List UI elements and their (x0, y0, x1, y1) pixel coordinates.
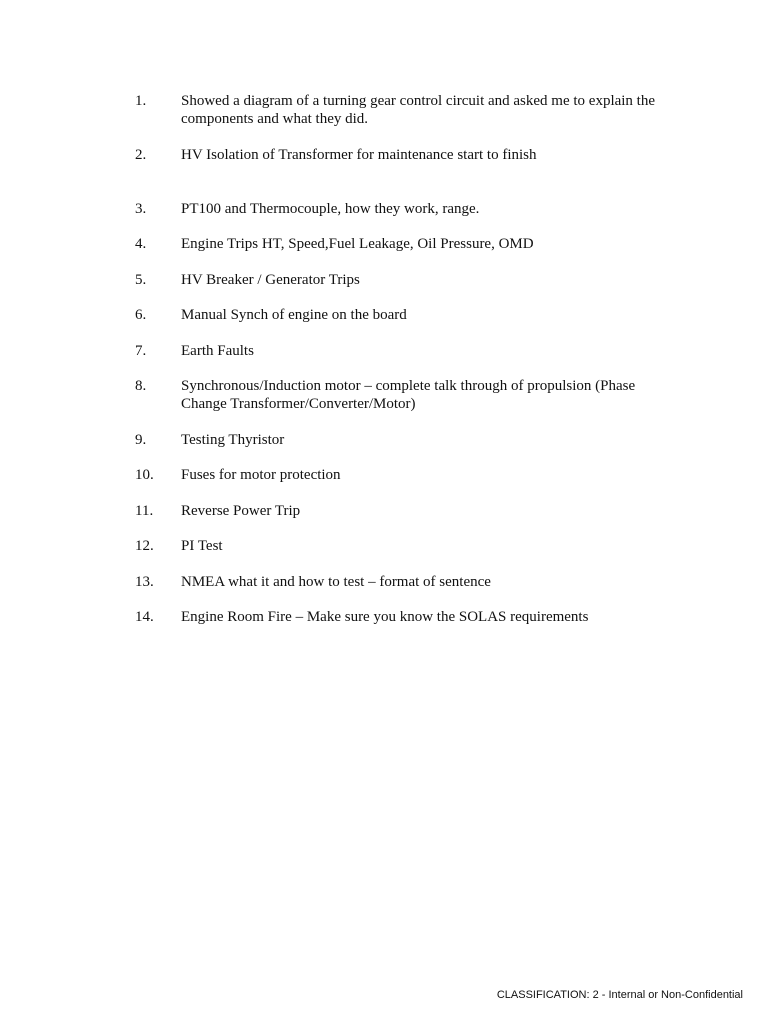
item-text: Engine Room Fire – Make sure you know the SOLAS requirements (181, 609, 589, 625)
list-item (135, 502, 655, 520)
item-text: HV Breaker / Generator Trips (181, 271, 360, 288)
list-item (135, 431, 655, 449)
item-text: Showed a diagram of a turning gear control circuit and asked me to explain the components and what they did. (181, 93, 656, 127)
item-number: 8. (135, 378, 147, 394)
item-number: 2. (135, 146, 147, 163)
item-number: 7. (135, 342, 147, 359)
list-item (135, 377, 655, 413)
list-item (135, 271, 655, 289)
item-number: 1. (135, 93, 147, 109)
item-text: Manual Synch of engine on the board (181, 307, 407, 323)
list-item (135, 235, 655, 253)
item-text: Engine Trips HT, Speed,Fuel Leakage, Oil Pressure, OMD (181, 236, 534, 252)
list-item (135, 200, 655, 218)
item-text: Fuses for motor protection (181, 467, 341, 483)
item-number: 5. (135, 271, 147, 288)
item-number: 11. (135, 502, 154, 519)
item-text: PI Test (181, 538, 223, 554)
item-number: 4. (135, 236, 147, 252)
item-number: 3. (135, 200, 147, 217)
item-text: Synchronous/Induction motor – complete talk through of propulsion (Phase Change Transformer/Converter/Motor) (181, 378, 636, 412)
item-number: 14. (135, 609, 154, 625)
list-item (135, 342, 655, 360)
item-number: 9. (135, 431, 147, 448)
item-text: Reverse Power Trip (181, 502, 301, 519)
item-text: Testing Thyristor (181, 431, 285, 448)
item-number: 12. (135, 538, 154, 554)
item-number: 10. (135, 467, 154, 483)
item-text: Earth Faults (181, 342, 254, 359)
item-text: NMEA what it and how to test – format of sentence (181, 573, 491, 590)
question-list (135, 92, 655, 644)
item-text: HV Isolation of Transformer for maintenance start to finish (181, 146, 537, 163)
item-number: 13. (135, 573, 154, 590)
item-text: PT100 and Thermocouple, how they work, range. (181, 200, 480, 217)
list-item (135, 306, 655, 324)
list-item (135, 466, 655, 484)
list-item (135, 537, 655, 555)
classification-footer: CLASSIFICATION: 2 - Internal or Non-Confidential (496, 989, 743, 1001)
list-item (135, 146, 655, 164)
item-number: 6. (135, 307, 147, 323)
list-item (135, 573, 655, 591)
list-item (135, 608, 655, 626)
list-item (135, 92, 655, 128)
